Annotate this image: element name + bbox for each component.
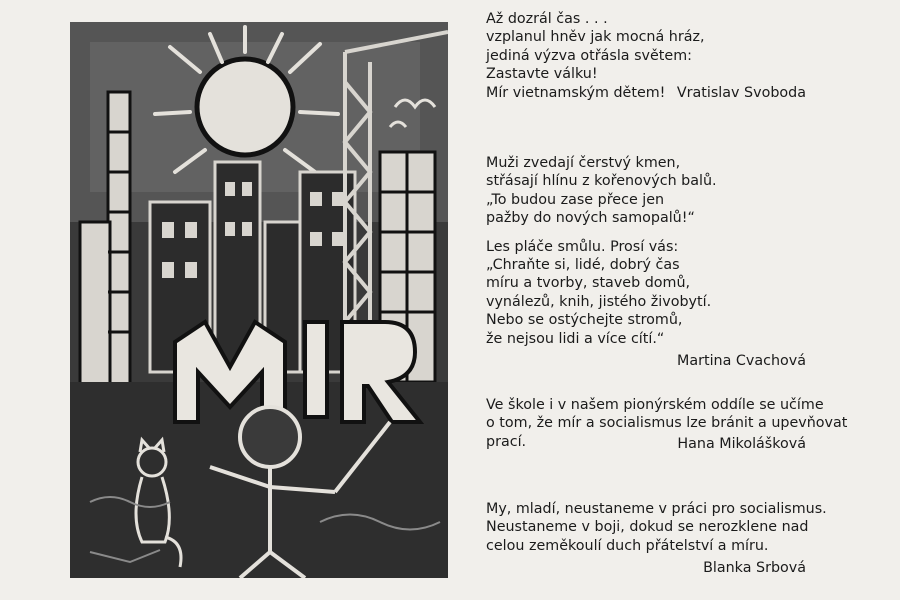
poem-2 [486,154,806,370]
poem-line: Neustaneme v boji, dokud se nerozklene nad [486,519,809,536]
bleed-through-texture [818,0,900,600]
poem-line: Až dozrál čas . . . [486,11,608,27]
poem-line: Nebo se ostýchejte stromů, [486,312,683,329]
author-name: Martina Cvachová [676,353,806,370]
poem-line: „Chraňte si, lidé, dobrý čas [486,257,680,274]
poem-line: míru a tvorby, staveb domů, [486,275,691,292]
poem-line: Muži zvedají čerstvý kmen, [486,155,681,171]
author-name: Blanka Srbová [703,560,806,577]
poem-line: jediná výzva otřásla světem: [486,47,692,64]
poem-line: My, mladí, neustaneme v práci pro socialismus. [486,501,827,517]
author-name: Vratislav Svoboda [676,85,806,102]
statement-4 [486,500,827,578]
poem-line: vzplanul hněv jak mocná hráz, [486,29,705,46]
poem-line: Zastavte válku! [486,66,598,83]
poem-line: Les pláče smůlu. Prosí vás: [486,238,679,255]
poem-line: vynálezů, knih, jistého živobytí. [486,293,712,310]
poem-line: že nejsou lidi a více cítí.“ [486,330,665,347]
poem-line: celou zeměkoulí duch přátelství a míru. [486,537,769,554]
poem-line: o tom, že mír a socialismus lze bránit a upevňovat [486,415,848,432]
poem-line: „To budou zase přece jen [486,191,665,208]
artwork-illustration [70,22,448,578]
poem-line: střásají hlínu z kořenových balů. [486,173,717,190]
poem-line: Ve škole i v našem pionýrském oddíle se učíme [486,397,824,413]
author-name: Hana Mikolášková [677,436,806,453]
poem-line: prací. [486,433,527,450]
poem-line: pažby do nových samopalů!“ [486,210,695,227]
poem-1 [486,10,806,102]
drawing-svg [70,22,448,578]
statement-3 [486,396,848,454]
poem-line: Mír vietnamským dětem! [486,84,666,101]
